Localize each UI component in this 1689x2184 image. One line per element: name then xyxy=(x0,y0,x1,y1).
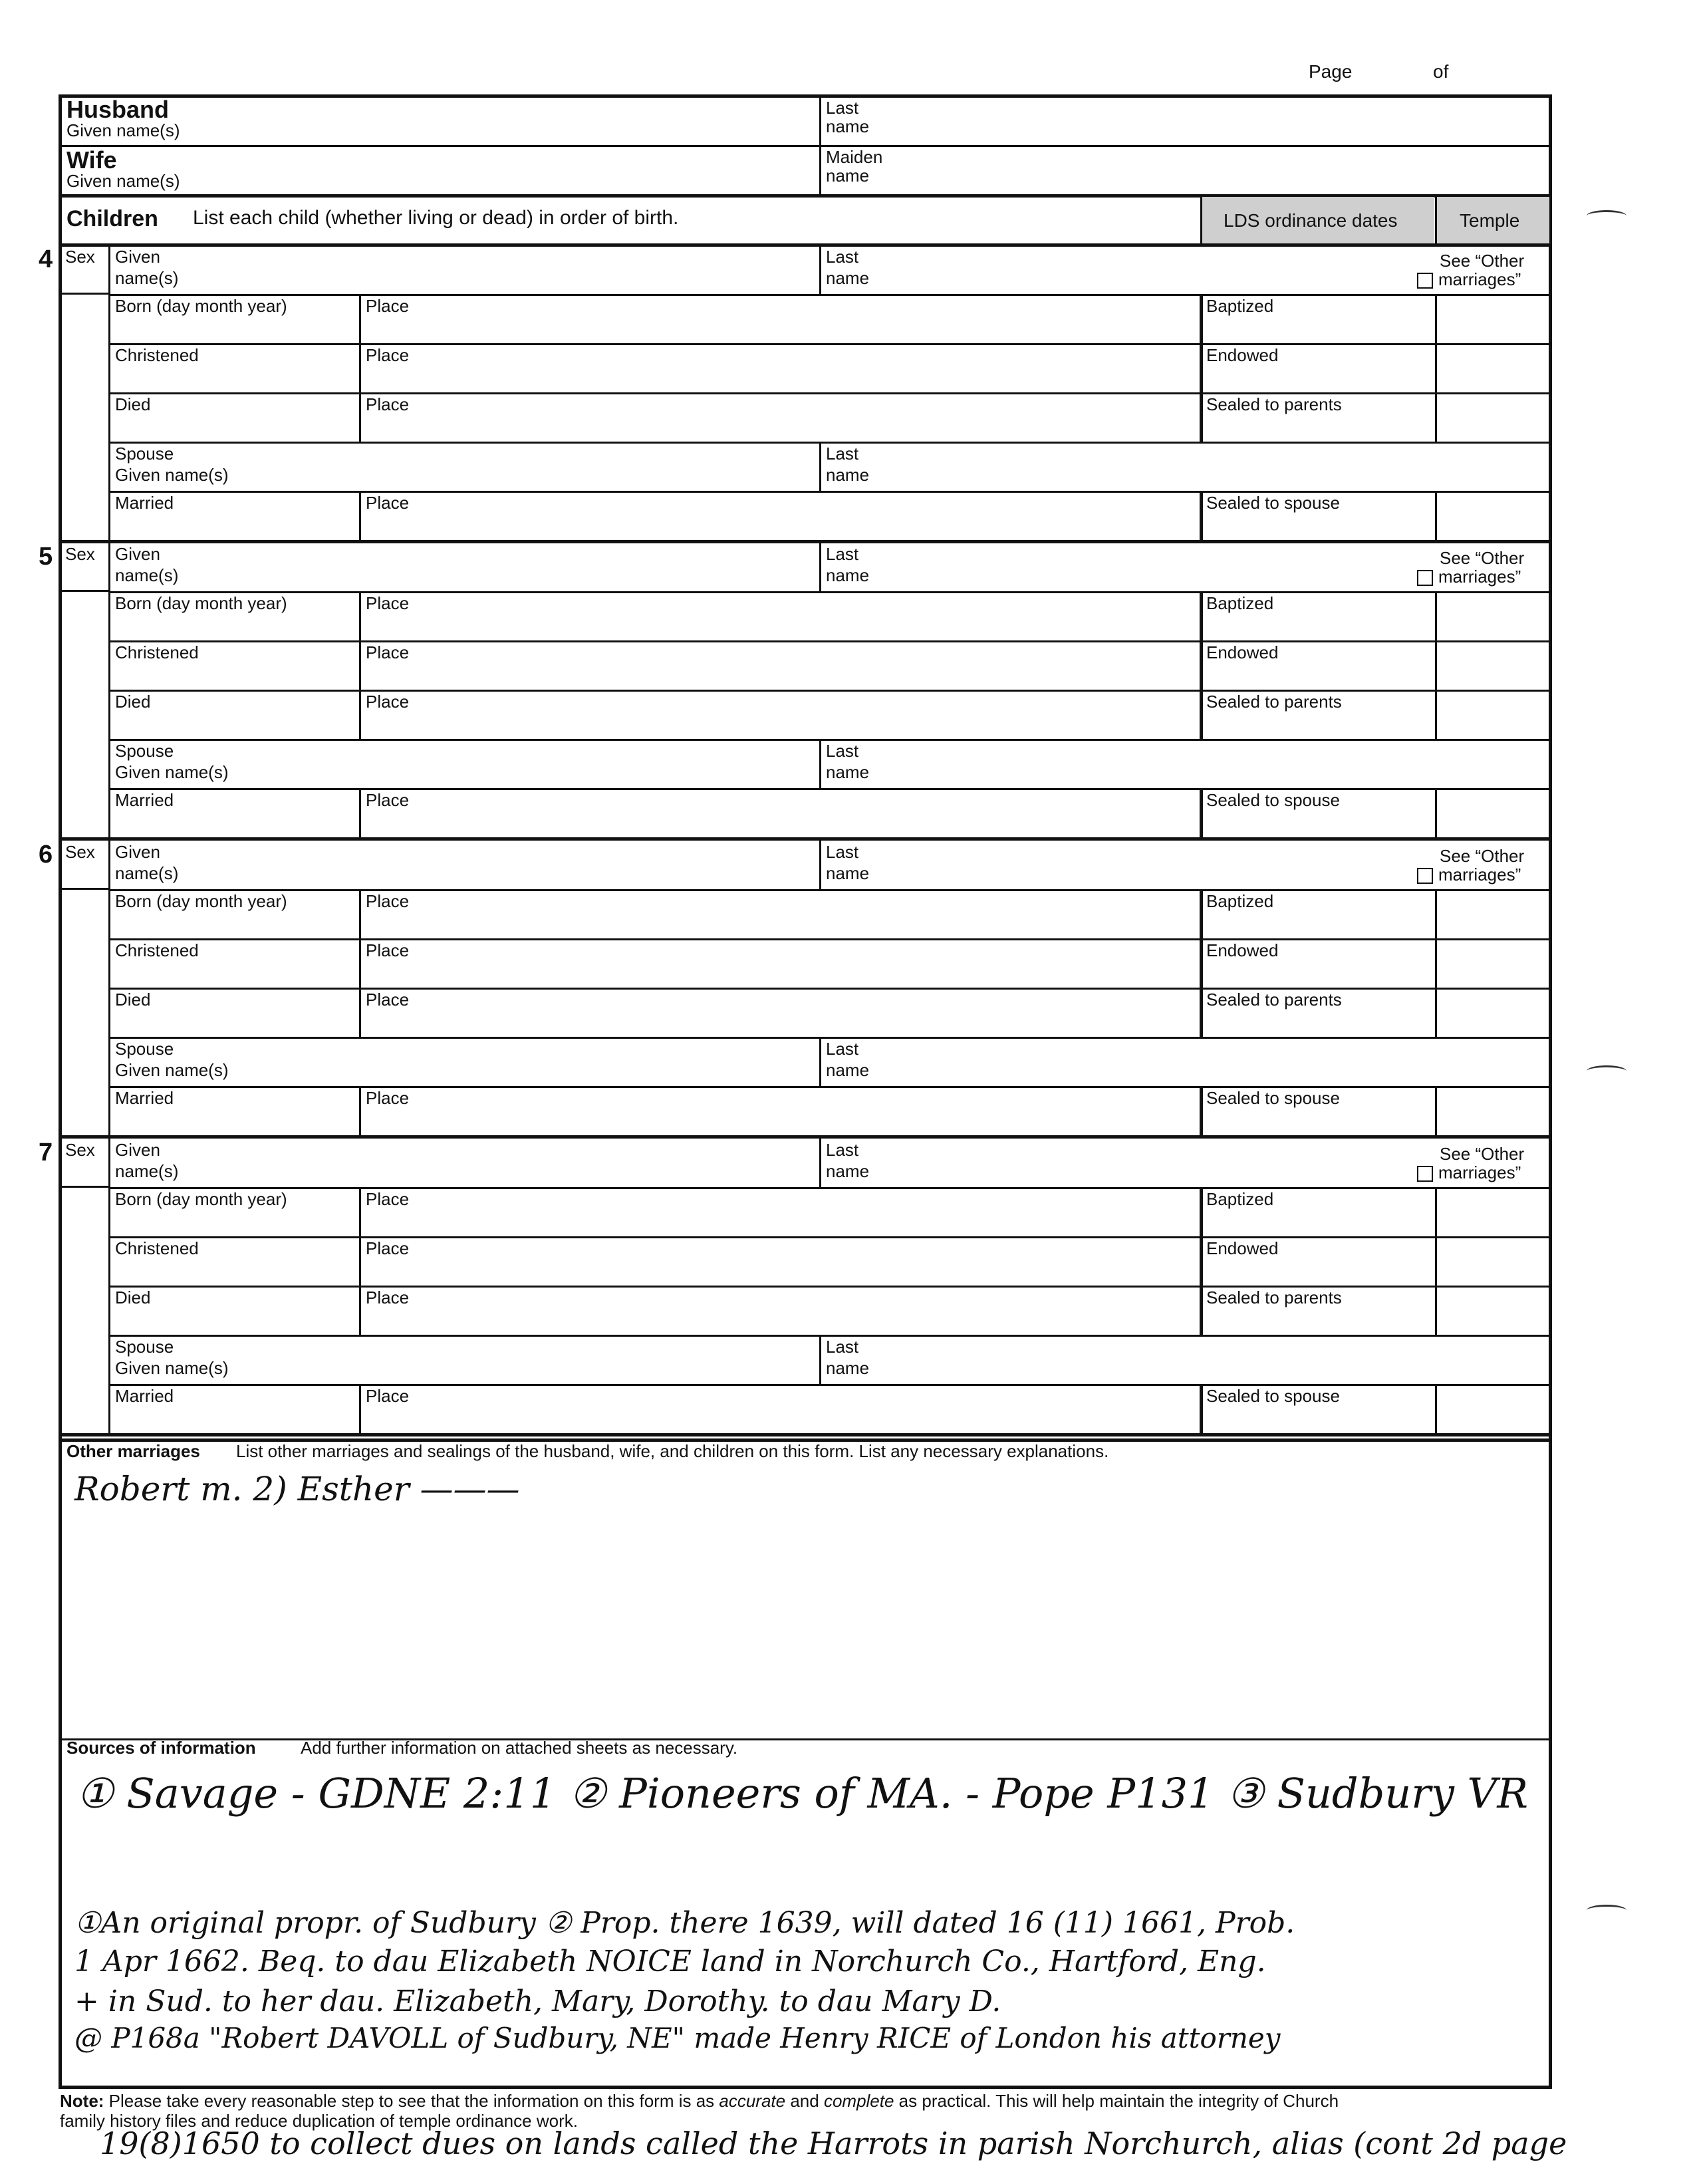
endowed-label: Endowed xyxy=(1206,940,1279,960)
page-edge-mark xyxy=(1587,210,1626,221)
endowed-temple-field[interactable] xyxy=(1439,941,1547,985)
born-place-field[interactable] xyxy=(367,318,1195,341)
last-label2: name xyxy=(826,268,870,288)
born-label: Born (day month year) xyxy=(115,296,287,316)
divider xyxy=(1435,491,1437,540)
divider xyxy=(60,1186,110,1188)
divider xyxy=(60,145,1551,147)
endowed-date-field[interactable] xyxy=(1208,1260,1431,1283)
endowed-label: Endowed xyxy=(1206,642,1279,662)
sealed-to-parents-date-field[interactable] xyxy=(1208,1309,1431,1332)
spouse-given-label: Given name(s) xyxy=(115,465,229,485)
see-other-label: See “Other xyxy=(1440,846,1525,866)
sealed-to-spouse-label: Sealed to spouse xyxy=(1206,1386,1340,1406)
married-label: Married xyxy=(115,493,174,513)
married-date-field[interactable] xyxy=(116,515,356,537)
child-last-field[interactable] xyxy=(904,545,1410,589)
child-given-field[interactable] xyxy=(199,247,811,291)
spouse-label: Spouse xyxy=(115,1039,174,1059)
divider xyxy=(1435,938,1437,988)
see-other-label: See “Other xyxy=(1440,251,1525,271)
born-date-field[interactable] xyxy=(116,615,356,638)
child-number: 6 xyxy=(39,841,53,869)
divider xyxy=(1200,1236,1203,1286)
place-label: Place xyxy=(366,1238,410,1258)
divider xyxy=(1435,788,1437,837)
endowed-date-field[interactable] xyxy=(1208,367,1431,390)
sealed-to-spouse-label: Sealed to spouse xyxy=(1206,1088,1340,1108)
see-other-marriages-checkbox[interactable] xyxy=(1417,868,1433,884)
divider xyxy=(1435,1286,1437,1335)
married-label: Married xyxy=(115,790,174,810)
divider xyxy=(359,591,361,640)
divider xyxy=(110,591,1551,593)
divider xyxy=(1435,392,1437,442)
spouse-given-field[interactable] xyxy=(279,1337,811,1381)
died-label: Died xyxy=(115,990,151,1010)
place-label: Place xyxy=(366,1088,410,1108)
spouse-last-label2: name xyxy=(826,465,870,485)
lds-ordinance-header: LDS ordinance dates xyxy=(1224,210,1398,231)
endowed-label: Endowed xyxy=(1206,345,1279,365)
see-other-marriages-checkbox[interactable] xyxy=(1417,1166,1433,1182)
born-place-field[interactable] xyxy=(367,913,1195,936)
divider xyxy=(1435,1086,1437,1135)
married-place-field[interactable] xyxy=(367,812,1195,835)
spouse-last-field[interactable] xyxy=(904,742,1543,785)
baptized-date-field[interactable] xyxy=(1208,615,1431,638)
married-date-field[interactable] xyxy=(116,812,356,835)
other-marriages-title: Other marriages xyxy=(66,1441,200,1461)
see-other-label2: marriages” xyxy=(1438,1162,1521,1182)
divider xyxy=(60,293,110,295)
sealed-to-parents-date-field[interactable] xyxy=(1208,714,1431,736)
see-other-label2: marriages” xyxy=(1438,865,1521,885)
divider xyxy=(819,1138,821,1187)
born-label: Born (day month year) xyxy=(115,891,287,911)
spouse-last-field[interactable] xyxy=(904,1337,1543,1381)
christened-date-field[interactable] xyxy=(116,962,356,985)
christened-place-field[interactable] xyxy=(367,962,1195,985)
divider xyxy=(60,1135,1551,1139)
spouse-last-field[interactable] xyxy=(904,1039,1543,1083)
christened-label: Christened xyxy=(115,345,199,365)
born-date-field[interactable] xyxy=(116,1211,356,1234)
wife-maiden-field[interactable] xyxy=(826,148,1544,193)
divider xyxy=(359,640,361,690)
page-edge-mark xyxy=(1587,1065,1626,1077)
baptized-label: Baptized xyxy=(1206,296,1274,316)
sealed-to-parents-temple-field[interactable] xyxy=(1439,395,1547,439)
sealed-to-parents-label: Sealed to parents xyxy=(1206,394,1342,414)
endowed-date-field[interactable] xyxy=(1208,962,1431,985)
child-number: 7 xyxy=(39,1139,53,1166)
sealed-to-spouse-date-field[interactable] xyxy=(1208,1408,1431,1431)
page-of-label: of xyxy=(1433,61,1449,82)
given-label: Given xyxy=(115,1140,160,1160)
note-accurate: accurate xyxy=(719,2091,786,2111)
place-label: Place xyxy=(366,593,410,613)
born-date-field[interactable] xyxy=(116,913,356,936)
baptized-temple-field[interactable] xyxy=(1439,594,1547,638)
husband-given-field[interactable] xyxy=(199,97,811,144)
husband-title: Husband xyxy=(66,96,170,123)
place-label: Place xyxy=(366,891,410,911)
divider xyxy=(1435,1187,1437,1236)
divider xyxy=(819,840,821,889)
given-label2: name(s) xyxy=(115,268,179,288)
spouse-given-field[interactable] xyxy=(279,444,811,488)
place-label: Place xyxy=(366,692,410,712)
endowed-temple-field[interactable] xyxy=(1439,1239,1547,1283)
married-place-field[interactable] xyxy=(367,515,1195,537)
other-marriages-handwriting: Robert m. 2) Esther ——— xyxy=(74,1470,520,1508)
divider xyxy=(359,343,361,392)
divider xyxy=(1435,1384,1437,1433)
divider xyxy=(359,988,361,1037)
see-other-label2: marriages” xyxy=(1438,567,1521,587)
divider xyxy=(1200,294,1203,343)
divider xyxy=(359,1187,361,1236)
divider xyxy=(819,542,821,591)
see-other-marriages-checkbox[interactable] xyxy=(1417,570,1433,586)
last-label: Last xyxy=(826,247,859,267)
spouse-last-label2: name xyxy=(826,1358,870,1378)
divider xyxy=(1200,640,1203,690)
baptized-temple-field[interactable] xyxy=(1439,1190,1547,1234)
divider xyxy=(110,938,1551,940)
died-place-field[interactable] xyxy=(367,1012,1195,1034)
form-note xyxy=(60,2091,1556,2131)
given-label: Given xyxy=(115,544,160,564)
spouse-label: Spouse xyxy=(115,1337,174,1357)
divider xyxy=(359,788,361,837)
baptized-label: Baptized xyxy=(1206,1189,1274,1209)
divider xyxy=(110,889,1551,891)
sex-label: Sex xyxy=(65,842,95,862)
sealed-to-spouse-temple-field[interactable] xyxy=(1439,791,1547,835)
born-date-field[interactable] xyxy=(116,318,356,341)
temple-header: Temple xyxy=(1460,210,1520,231)
divider xyxy=(1200,788,1203,837)
child-number: 5 xyxy=(39,543,53,571)
divider xyxy=(359,690,361,739)
divider xyxy=(359,491,361,540)
divider xyxy=(1200,1086,1203,1135)
baptized-date-field[interactable] xyxy=(1208,1211,1431,1234)
born-place-field[interactable] xyxy=(367,615,1195,638)
christened-label: Christened xyxy=(115,940,199,960)
spouse-last-label: Last xyxy=(826,741,859,761)
endowed-date-field[interactable] xyxy=(1208,664,1431,687)
born-label: Born (day month year) xyxy=(115,1189,287,1209)
died-date-field[interactable] xyxy=(116,416,356,439)
divider xyxy=(60,590,110,592)
sealed-to-parents-label: Sealed to parents xyxy=(1206,692,1342,712)
divider xyxy=(819,245,821,294)
divider xyxy=(1200,491,1203,540)
divider xyxy=(110,1187,1551,1189)
last-label: Last xyxy=(826,842,859,862)
sealed-to-parents-date-field[interactable] xyxy=(1208,1012,1431,1034)
divider xyxy=(60,1433,1551,1436)
married-place-field[interactable] xyxy=(367,1408,1195,1431)
spouse-last-label: Last xyxy=(826,444,859,464)
divider xyxy=(359,1286,361,1335)
see-other-label2: marriages” xyxy=(1438,269,1521,289)
baptized-temple-field[interactable] xyxy=(1439,892,1547,936)
christened-place-field[interactable] xyxy=(367,1260,1195,1283)
sex-label: Sex xyxy=(65,247,95,267)
divider xyxy=(60,837,1551,841)
given-label2: name(s) xyxy=(115,863,179,883)
divider xyxy=(110,1236,1551,1238)
child-given-field[interactable] xyxy=(199,545,811,589)
divider xyxy=(1435,690,1437,739)
died-label: Died xyxy=(115,394,151,414)
divider xyxy=(1435,294,1437,343)
sealed-to-spouse-date-field[interactable] xyxy=(1208,1110,1431,1133)
endowed-label: Endowed xyxy=(1206,1238,1279,1258)
place-label: Place xyxy=(366,940,410,960)
given-label2: name(s) xyxy=(115,565,179,585)
died-place-field[interactable] xyxy=(367,1309,1195,1332)
child-last-field[interactable] xyxy=(904,843,1410,887)
divider xyxy=(819,1037,821,1086)
divider xyxy=(1200,690,1203,739)
divider xyxy=(1200,988,1203,1037)
divider xyxy=(359,938,361,988)
spouse-given-field[interactable] xyxy=(279,742,811,785)
christened-place-field[interactable] xyxy=(367,664,1195,687)
endowed-temple-field[interactable] xyxy=(1439,643,1547,687)
given-label: Given xyxy=(115,842,160,862)
note-title: Note: xyxy=(60,2091,104,2111)
divider xyxy=(60,1738,1551,1740)
sealed-to-parents-label: Sealed to parents xyxy=(1206,990,1342,1010)
wife-given-field[interactable] xyxy=(199,148,811,193)
last-label2: name xyxy=(826,1161,870,1181)
married-date-field[interactable] xyxy=(116,1408,356,1431)
source-note-line: 1 Apr 1662. Beq. to dau Elizabeth NOICE land in Norchurch Co., Hartford, Eng. xyxy=(74,1945,1266,1979)
baptized-date-field[interactable] xyxy=(1208,913,1431,936)
spouse-label: Spouse xyxy=(115,444,174,464)
place-label: Place xyxy=(366,296,410,316)
sealed-to-parents-temple-field[interactable] xyxy=(1439,692,1547,736)
other-marriages-instruction: List other marriages and sealings of the husband, wife, and children on this form. List any necessary explanations. xyxy=(236,1441,1109,1461)
spouse-given-label: Given name(s) xyxy=(115,762,229,782)
child-given-field[interactable] xyxy=(199,1141,811,1184)
christened-label: Christened xyxy=(115,642,199,662)
see-other-label: See “Other xyxy=(1440,1144,1525,1164)
divider xyxy=(359,392,361,442)
note-text: as practical. This will help maintain the integrity of Church xyxy=(894,2091,1339,2111)
divider xyxy=(1435,591,1437,640)
baptized-date-field[interactable] xyxy=(1208,318,1431,341)
divider xyxy=(1200,1286,1203,1335)
given-label: Given xyxy=(115,247,160,267)
last-label: Last xyxy=(826,544,859,564)
source-note-line: @ P168a "Robert DAVOLL of Sudbury, NE" made Henry RICE of London his attorney xyxy=(74,2022,1281,2054)
place-label: Place xyxy=(366,493,410,513)
sealed-to-spouse-date-field[interactable] xyxy=(1208,812,1431,835)
note-complete: complete xyxy=(823,2091,894,2111)
divider xyxy=(60,243,1551,247)
divider xyxy=(1200,196,1202,245)
divider xyxy=(819,739,821,788)
divider xyxy=(1200,1384,1203,1433)
christened-label: Christened xyxy=(115,1238,199,1258)
source-note-line: ①An original propr. of Sudbury ② Prop. there 1639, will dated 16 (11) 1661, Prob. xyxy=(74,1906,1295,1940)
baptized-label: Baptized xyxy=(1206,891,1274,911)
sealed-to-spouse-temple-field[interactable] xyxy=(1439,493,1547,537)
given-label2: name(s) xyxy=(115,1161,179,1181)
divider xyxy=(1435,988,1437,1037)
christened-date-field[interactable] xyxy=(116,367,356,390)
divider xyxy=(1200,938,1203,988)
spouse-given-label: Given name(s) xyxy=(115,1060,229,1080)
died-label: Died xyxy=(115,1288,151,1307)
divider xyxy=(359,1384,361,1433)
sealed-to-spouse-temple-field[interactable] xyxy=(1439,1387,1547,1431)
died-place-field[interactable] xyxy=(367,416,1195,439)
child-number: 4 xyxy=(39,245,53,273)
divider xyxy=(1200,392,1203,442)
see-other-marriages-checkbox[interactable] xyxy=(1417,273,1433,289)
divider xyxy=(1200,343,1203,392)
last-label: Last xyxy=(826,1140,859,1160)
see-other-label: See “Other xyxy=(1440,548,1525,568)
children-title: Children xyxy=(66,206,158,231)
divider xyxy=(1435,196,1437,245)
sealed-to-spouse-label: Sealed to spouse xyxy=(1206,493,1340,513)
place-label: Place xyxy=(366,394,410,414)
wife-maiden-label: Maiden xyxy=(826,147,883,167)
divider xyxy=(60,888,110,890)
christened-date-field[interactable] xyxy=(116,1260,356,1283)
died-label: Died xyxy=(115,692,151,712)
divider xyxy=(1435,343,1437,392)
child-last-field[interactable] xyxy=(904,1141,1410,1184)
sources-title: Sources of information xyxy=(66,1738,256,1758)
sealed-to-parents-date-field[interactable] xyxy=(1208,416,1431,439)
sealed-to-parents-temple-field[interactable] xyxy=(1439,1288,1547,1332)
note-text: family history files and reduce duplication of temple ordinance work. xyxy=(60,2111,578,2131)
died-place-field[interactable] xyxy=(367,714,1195,736)
born-place-field[interactable] xyxy=(367,1211,1195,1234)
sources-instruction: Add further information on attached sheets as necessary. xyxy=(301,1738,738,1758)
last-label2: name xyxy=(826,565,870,585)
divider xyxy=(819,1335,821,1384)
divider xyxy=(1435,640,1437,690)
wife-maiden-label2: name xyxy=(826,166,870,186)
sources-handwriting: ① Savage - GDNE 2:11 ② Pioneers of MA. - Pope P131 ③ Sudbury VR xyxy=(76,1769,1529,1818)
married-label: Married xyxy=(115,1088,174,1108)
place-label: Place xyxy=(366,345,410,365)
spouse-given-field[interactable] xyxy=(279,1039,811,1083)
divider xyxy=(819,442,821,491)
spouse-last-label: Last xyxy=(826,1337,859,1357)
place-label: Place xyxy=(366,1386,410,1406)
divider xyxy=(60,540,1551,543)
spouse-last-field[interactable] xyxy=(904,444,1543,488)
place-label: Place xyxy=(366,790,410,810)
divider xyxy=(110,640,1551,642)
divider xyxy=(1435,1236,1437,1286)
note-and: and xyxy=(785,2091,824,2111)
page-label: Page xyxy=(1309,61,1353,82)
last-label2: name xyxy=(826,863,870,883)
page-edge-mark xyxy=(1587,1905,1626,1916)
spouse-given-label: Given name(s) xyxy=(115,1358,229,1378)
child-last-field[interactable] xyxy=(904,247,1410,291)
divider xyxy=(359,889,361,938)
sealed-to-parents-label: Sealed to parents xyxy=(1206,1288,1342,1307)
divider xyxy=(359,294,361,343)
died-date-field[interactable] xyxy=(116,1309,356,1332)
spouse-label: Spouse xyxy=(115,741,174,761)
divider xyxy=(359,1086,361,1135)
spouse-last-label2: name xyxy=(826,762,870,782)
divider xyxy=(359,1236,361,1286)
place-label: Place xyxy=(366,642,410,662)
sealed-to-spouse-temple-field[interactable] xyxy=(1439,1089,1547,1133)
wife-title: Wife xyxy=(66,146,117,174)
sex-label: Sex xyxy=(65,544,95,564)
place-label: Place xyxy=(366,1189,410,1209)
divider xyxy=(1200,1187,1203,1236)
baptized-temple-field[interactable] xyxy=(1439,297,1547,341)
source-note-line: + in Sud. to her dau. Elizabeth, Mary, Dorothy. to dau Mary D. xyxy=(74,1984,1001,2018)
husband-last-label2: name xyxy=(826,116,870,136)
endowed-temple-field[interactable] xyxy=(1439,346,1547,390)
husband-last-field[interactable] xyxy=(826,97,1544,144)
divider xyxy=(110,343,1551,345)
husband-given-label: Given name(s) xyxy=(66,120,180,140)
place-label: Place xyxy=(366,1288,410,1307)
sealed-to-spouse-date-field[interactable] xyxy=(1208,515,1431,537)
married-place-field[interactable] xyxy=(367,1110,1195,1133)
children-instruction: List each child (whether living or dead) in order of birth. xyxy=(193,207,679,229)
sealed-to-parents-temple-field[interactable] xyxy=(1439,990,1547,1034)
sex-label: Sex xyxy=(65,1140,95,1160)
christened-place-field[interactable] xyxy=(367,367,1195,390)
sealed-to-spouse-label: Sealed to spouse xyxy=(1206,790,1340,810)
died-date-field[interactable] xyxy=(116,1012,356,1034)
spouse-last-label: Last xyxy=(826,1039,859,1059)
married-label: Married xyxy=(115,1386,174,1406)
divider xyxy=(1200,591,1203,640)
divider xyxy=(110,294,1551,296)
husband-last-label: Last xyxy=(826,98,859,118)
spouse-last-label2: name xyxy=(826,1060,870,1080)
wife-given-label: Given name(s) xyxy=(66,171,180,191)
christened-date-field[interactable] xyxy=(116,664,356,687)
note-text: Please take every reasonable step to see that the information on this form is as xyxy=(108,2091,719,2111)
died-date-field[interactable] xyxy=(116,714,356,736)
place-label: Place xyxy=(366,990,410,1010)
child-given-field[interactable] xyxy=(199,843,811,887)
baptized-label: Baptized xyxy=(1206,593,1274,613)
divider xyxy=(1200,889,1203,938)
born-label: Born (day month year) xyxy=(115,593,287,613)
married-date-field[interactable] xyxy=(116,1110,356,1133)
divider xyxy=(1435,889,1437,938)
note-handwriting: 19(8)1650 to collect dues on lands called the Harrots in parish Norchurch, alias (cont 2d page xyxy=(100,2125,1567,2161)
